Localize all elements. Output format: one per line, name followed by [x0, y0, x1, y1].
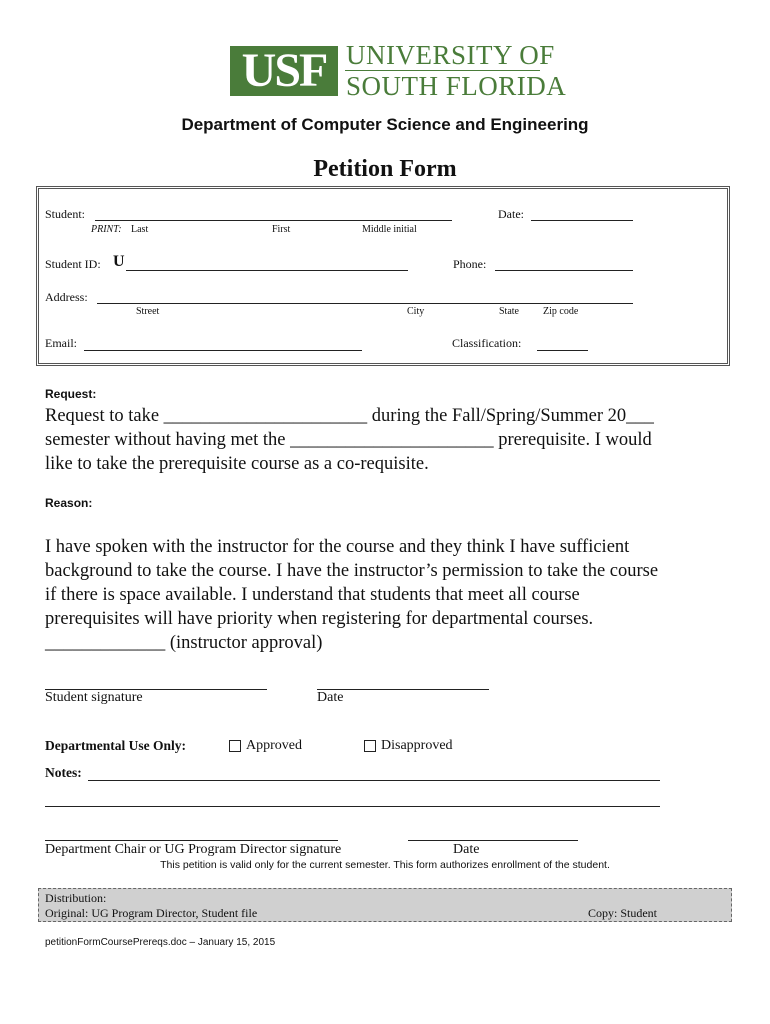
notes-field-line-2[interactable]	[45, 806, 660, 807]
distribution-copy: Copy: Student	[588, 906, 658, 920]
middle-initial-label: Middle initial	[362, 224, 417, 235]
request-line-1: Request to take ______________________ during the Fall/Spring/Summer 20___	[45, 406, 654, 426]
departmental-use-label: Departmental Use Only:	[45, 738, 186, 753]
document-footer: petitionFormCoursePrereqs.doc – January 15, 2015	[45, 937, 276, 948]
email-label: Email:	[45, 336, 77, 350]
disapproved-label: Disapproved	[381, 738, 453, 753]
reason-line-3: if there is space available. I understand that students that meet all course	[45, 585, 580, 605]
disapproved-option[interactable]	[364, 738, 453, 754]
address-label: Address:	[45, 290, 88, 304]
print-label: PRINT:	[91, 224, 122, 235]
city-label: City	[407, 306, 425, 317]
zip-code-label: Zip code	[543, 306, 579, 317]
reason-heading: Reason:	[45, 496, 93, 510]
distribution-label: Distribution:	[45, 891, 107, 905]
chair-signature-field[interactable]	[45, 840, 338, 841]
chair-date-field[interactable]	[408, 840, 578, 841]
form-title: Petition Form	[313, 156, 457, 182]
student-id-field[interactable]	[126, 270, 408, 271]
first-name-label: First	[272, 224, 291, 235]
chair-signature-label: Department Chair or UG Program Director signature	[45, 842, 342, 857]
last-name-label: Last	[131, 224, 149, 235]
usf-logo: USF	[230, 46, 338, 96]
email-field[interactable]	[84, 350, 362, 351]
reason-line-2: background to take the course. I have the instructor’s permission to take the course	[45, 561, 659, 581]
student-label: Student:	[45, 207, 86, 221]
classification-field[interactable]	[537, 350, 588, 351]
chair-date-label: Date	[453, 842, 480, 857]
logo-line-2: SOUTH FLORIDA	[346, 71, 567, 101]
phone-field[interactable]	[495, 270, 633, 271]
student-name-field[interactable]	[95, 220, 452, 221]
reason-line-1: I have spoken with the instructor for the course and they think I have sufficient	[45, 537, 630, 557]
approved-label: Approved	[246, 738, 302, 753]
phone-label: Phone:	[453, 257, 487, 271]
validity-note: This petition is valid only for the current semester. This form authorizes enrollment of the student.	[160, 859, 610, 871]
reason-line-5: _____________ (instructor approval)	[45, 633, 323, 653]
student-id-label: Student ID:	[45, 257, 101, 271]
notes-field-line-1[interactable]	[88, 780, 660, 781]
student-date-label: Date	[317, 690, 344, 705]
approved-checkbox[interactable]	[229, 740, 241, 752]
approved-option[interactable]	[229, 738, 302, 754]
distribution-original: Original: UG Program Director, Student file	[45, 906, 258, 920]
reason-line-4: prerequisites will have priority when registering for departmental courses.	[45, 609, 594, 629]
request-line-3: like to take the prerequisite course as a co-requisite.	[45, 454, 429, 474]
request-line-2: semester without having met the ______________________ prerequisite. I would	[45, 430, 652, 450]
student-info-box	[36, 186, 730, 366]
classification-label: Classification:	[452, 336, 522, 350]
state-label: State	[499, 306, 519, 317]
department-heading: Department of Computer Science and Engineering	[181, 115, 589, 134]
date-field[interactable]	[531, 220, 633, 221]
street-label: Street	[136, 306, 160, 317]
logo-line-1: UNIVERSITY OF	[346, 40, 555, 70]
disapproved-checkbox[interactable]	[364, 740, 376, 752]
student-id-prefix: U	[113, 253, 125, 270]
date-label: Date:	[498, 207, 524, 221]
notes-label: Notes:	[45, 765, 82, 780]
student-signature-label: Student signature	[45, 690, 143, 705]
request-heading: Request:	[45, 387, 97, 401]
address-field[interactable]	[97, 303, 633, 304]
